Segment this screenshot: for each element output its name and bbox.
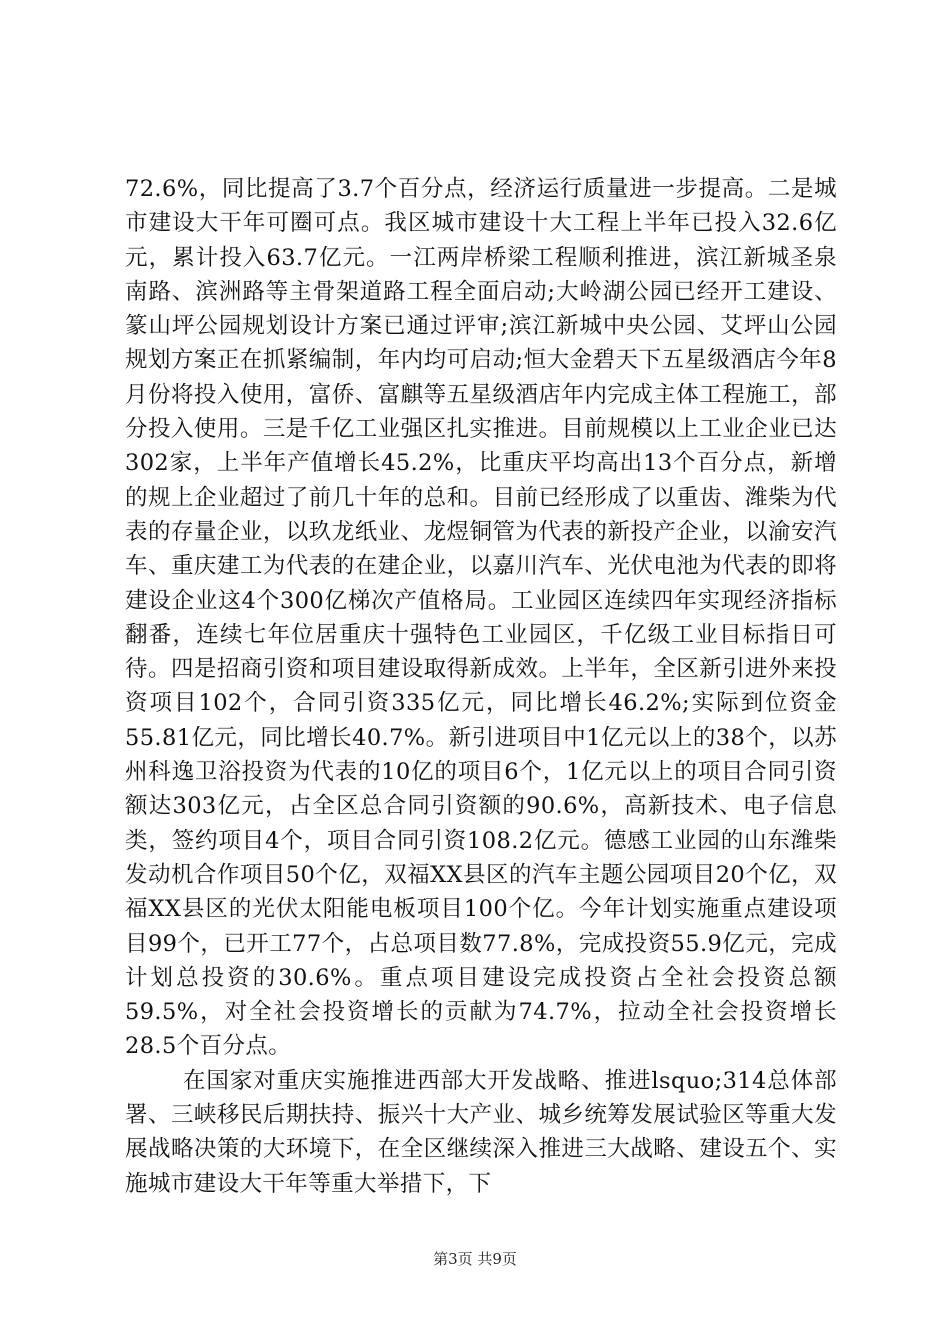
paragraph-1: 72.6%，同比提高了3.7个百分点，经济运行质量进一步提高。二是城市建设大干年可圈可点。我区城市建设十大工程上半年已投入32.6亿元，累计投入63.7亿元。一江两岸桥梁工程顺利推进，滨江新城圣泉南路、滨洲路等主骨架道路工程全面启动;大岭湖公园已经开工建设、篆山坪公园规划设计方案已通过评审;滨江新城中央公园、艾坪山公园规划方案正在抓紧编制，年内均可启动;恒大金碧天下五星级酒店今年8月份将投入使用，富侨、富麒等五星级酒店年内完成主体工程施工，部分投入使用。三是千亿工业强区扎实推进。目前规模以上工业企业已达302家，上半年产值增长45.2%，比重庆平均高出13个百分点，新增的规上企业超过了前几十年的总和。目前已经形成了以重齿、潍柴为代表的存量企业，以玖龙纸业、龙煜铜管为代表的新投产企业，以渝安汽车、重庆建工为代表的在建企业，以嘉川汽车、光伏电池为代表的即将建设企业这4个300亿梯次产值格局。工业园区连续四年实现经济指标翻番，连续七年位居重庆十强特色工业园区，千亿级工业目标指日可待。四是招商引资和项目建设取得新成效。上半年，全区新引进外来投资项目102个，合同引资335亿元，同比增长46.2%;实际到位资金55.81亿元，同比增长40.7%。新引进项目中1亿元以上的38个，以苏州科逸卫浴投资为代表的10亿的项目6个，1亿元以上的项目合同引资额达303亿元，占全区总合同引资额的90.6%，高新技术、电子信息类，签约项目4个，项目合同引资108.2亿元。德感工业园的山东潍柴发动机合作项目50个亿，双福XX县区的汽车主题公园项目20个亿，双福XX县区的光伏太阳能电板项目100个亿。今年计划实施重点建设项目99个，已开工77个，占总项目数77.8%，完成投资55.9亿元，完成计划总投资的30.6%。重点项目建设完成投资占全社会投资总额59.5%，对全社会投资增长的贡献为74.7%，拉动全社会投资增长28.5个百分点。	[125, 176, 837, 1060]
paragraph-2: 在国家对重庆实施推进西部大开发战略、推进lsquo;314总体部署、三峡移民后期扶持、振兴十大产业、城乡统筹发展试验区等重大发展战略决策的大环境下，在全区继续深入推进三大战略、建设五个、实施城市建设大干年等重大举措下，下	[125, 1067, 837, 1197]
document-body	[125, 172, 837, 1201]
page-footer: 第3页 共9页	[433, 1250, 517, 1268]
